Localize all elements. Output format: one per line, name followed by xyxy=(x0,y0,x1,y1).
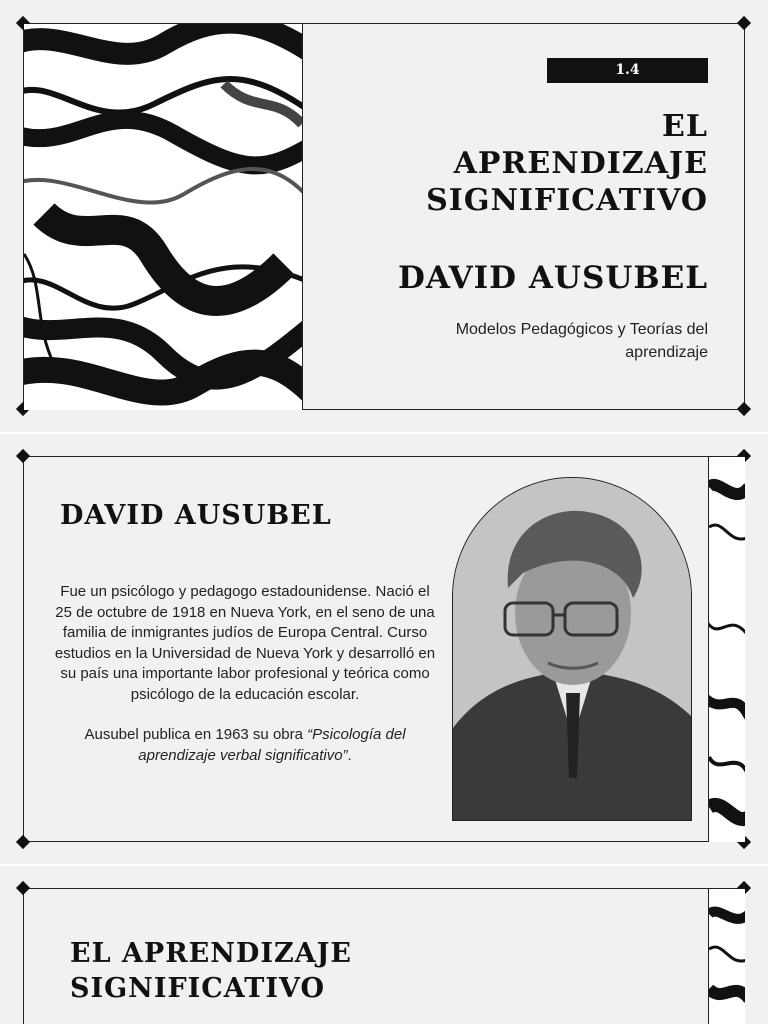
biography-text xyxy=(50,582,440,786)
bio-paragraph: Fue un psicólogo y pedagogo estadounidense. Nació el 25 de octubre de 1918 en Nueva York, en el seno de una familia de inmigrantes judíos de Europa Central. Curso estudios en la Universidad de Nueva York y desarrolló en su país una importante labor profesional y teórica como psicólogo de la educación escolar. xyxy=(54,583,436,703)
subtitle-line: Modelos Pedagógicos y Teorías del xyxy=(455,321,708,338)
section-heading xyxy=(70,936,352,1006)
work-suffix: . xyxy=(347,746,352,764)
portrait-photo xyxy=(452,477,692,821)
slide-concept xyxy=(0,866,768,1024)
work-paragraph xyxy=(50,725,440,766)
title-line: SIGNIFICATIVO xyxy=(426,183,708,218)
work-title: “Psicología del aprendizaje verbal significativo” xyxy=(138,726,406,764)
slide-title xyxy=(0,0,768,432)
wavy-pattern-strip xyxy=(708,457,745,842)
work-prefix: Ausubel publica en 1963 su obra xyxy=(84,726,308,743)
section-number-badge: 1.4 xyxy=(547,58,708,83)
wavy-pattern-image xyxy=(24,24,303,410)
slide-title xyxy=(426,108,708,219)
wavy-pattern-strip xyxy=(708,889,745,1024)
author-name: DAVID AUSUBEL xyxy=(397,260,708,296)
title-line: APRENDIZAJE xyxy=(453,146,708,181)
heading-line: EL APRENDIZAJE xyxy=(70,938,352,969)
subtitle xyxy=(378,318,708,364)
subtitle-line: aprendizaje xyxy=(625,344,708,361)
title-line: EL xyxy=(662,109,708,144)
slide-biography xyxy=(0,434,768,864)
section-heading: DAVID AUSUBEL xyxy=(60,500,332,531)
heading-line: SIGNIFICATIVO xyxy=(70,973,325,1004)
